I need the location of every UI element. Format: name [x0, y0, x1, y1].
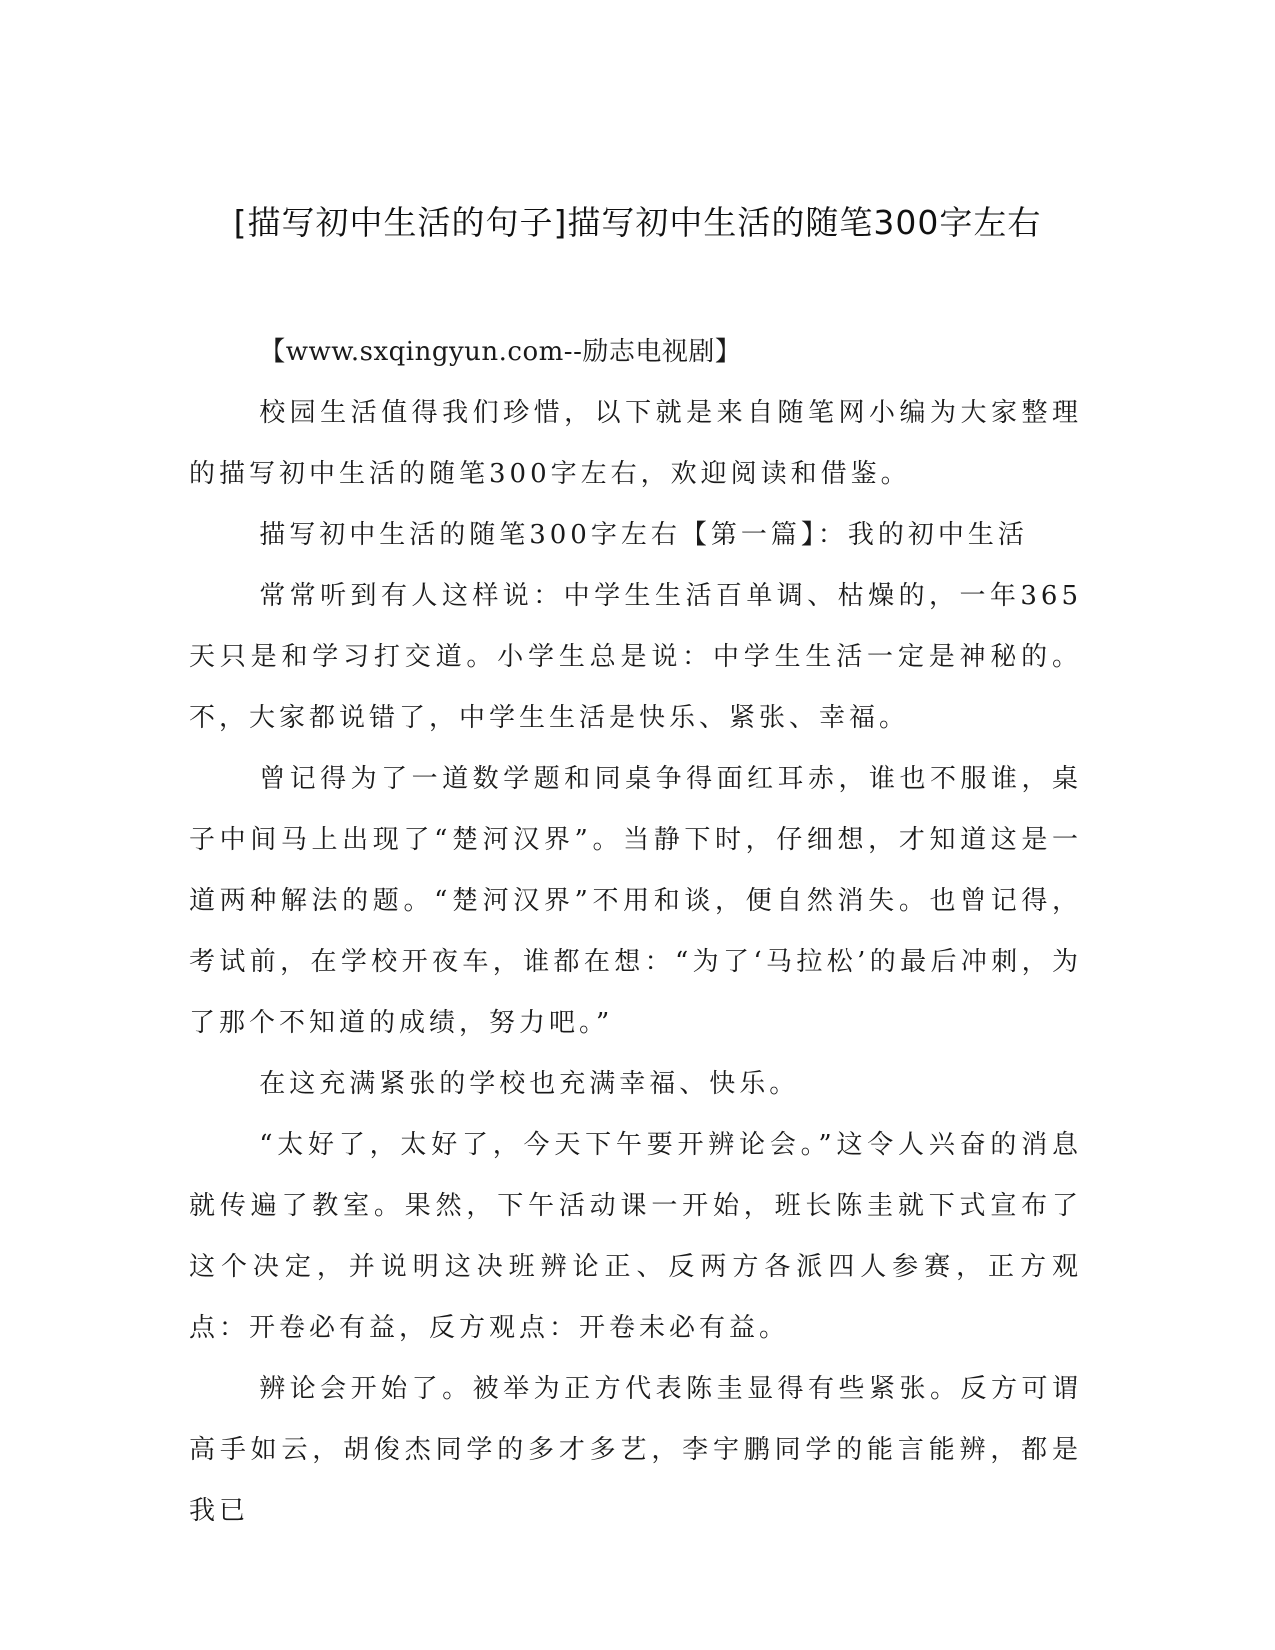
intro-paragraph: 校园生活值得我们珍惜，以下就是来自随笔网小编为大家整理的描写初中生活的随笔300字左右，欢迎阅读和借鉴。 [189, 398, 1082, 489]
body-paragraph: 辨论会开始了。被举为正方代表陈圭显得有些紧张。反方可谓高手如云，胡俊杰同学的多才多艺，李宇鹏同学的能言能辨，都是我已 [189, 1374, 1082, 1526]
body-paragraph: 在这充满紧张的学校也充满幸福、快乐。 [259, 1069, 800, 1099]
document-body [189, 322, 1082, 1542]
source-link-line: 【www.sxqingyun.com--励志电视剧】 [259, 337, 742, 367]
section-heading: 描写初中生活的随笔300字左右【第一篇】：我的初中生活 [259, 520, 1028, 550]
document-title: [描写初中生活的句子]描写初中生活的随笔300字左右 [233, 203, 1042, 242]
body-paragraph: 曾记得为了一道数学题和同桌争得面红耳赤，谁也不服谁，桌子中间马上出现了“楚河汉界”。当静下时，仔细想，才知道这是一道两种解法的题。“楚河汉界”不用和谈，便自然消失。也曾记得，考试前，在学校开夜车，谁都在想：“为了‘马拉松’的最后冲刺，为了那个不知道的成绩，努力吧。” [189, 764, 1082, 1038]
body-paragraph: 常常听到有人这样说：中学生生活百单调、枯燥的，一年365天只是和学习打交道。小学生总是说：中学生生活一定是神秘的。不，大家都说错了，中学生生活是快乐、紧张、幸福。 [189, 581, 1082, 733]
body-paragraph: “太好了，太好了，今天下午要开辨论会。”这令人兴奋的消息就传遍了教室。果然，下午活动课一开始，班长陈圭就下式宣布了这个决定，并说明这决班辨论正、反两方各派四人参赛，正方观点：开卷必有益，反方观点：开卷未必有益。 [189, 1130, 1082, 1343]
